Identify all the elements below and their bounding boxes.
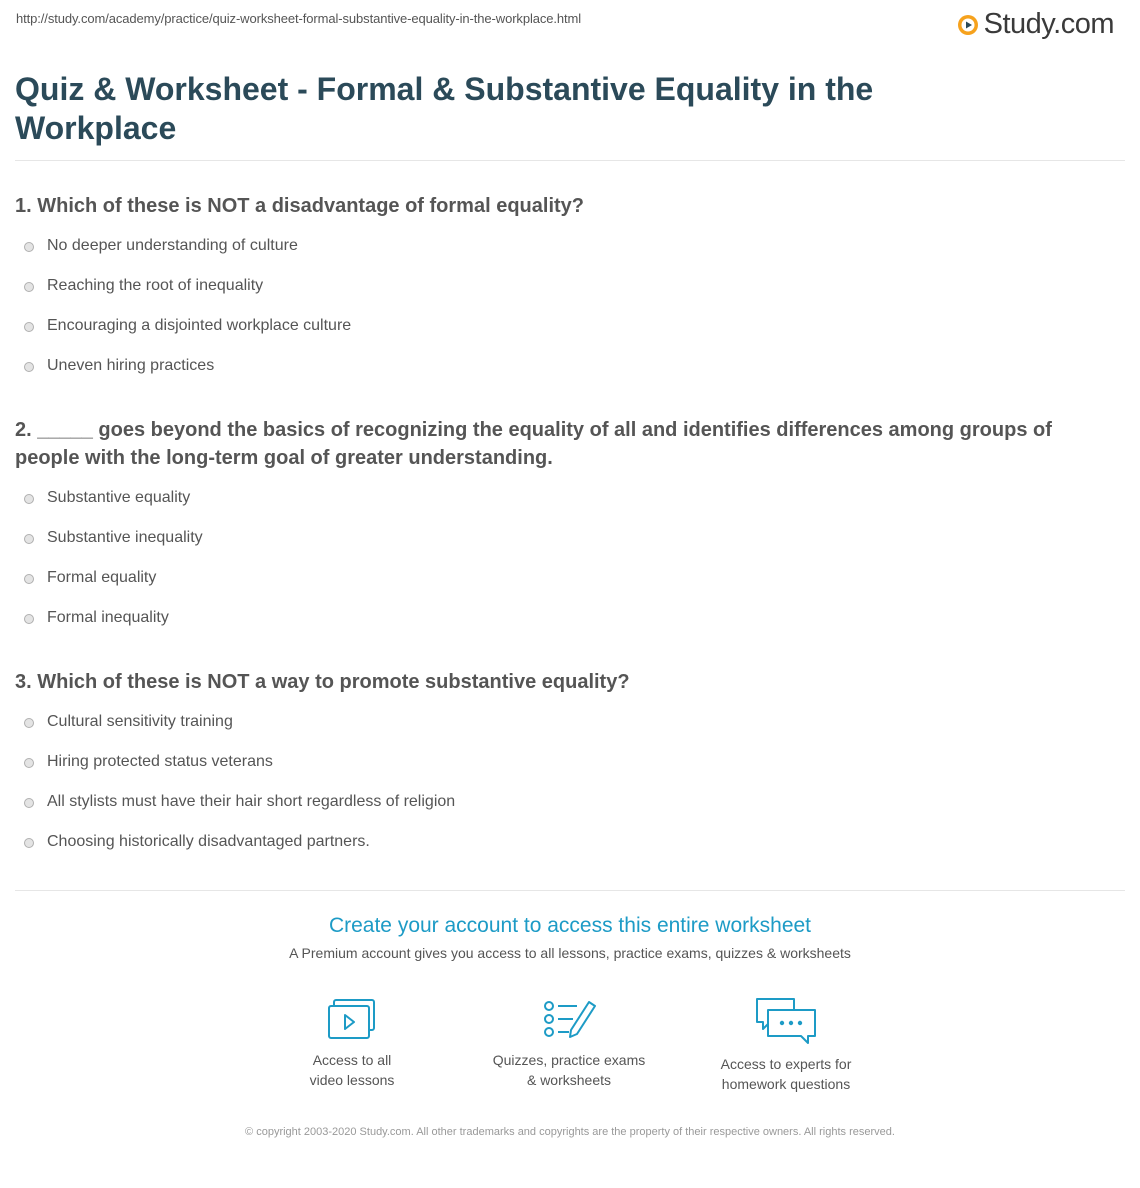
logo-text: Study.com [983, 8, 1114, 40]
question-3-option-4[interactable] [24, 833, 370, 851]
copyright-footer: © copyright 2003-2020 Study.com. All other trademarks and copyrights are the property of their respective owners. All rights reserved. [245, 1126, 895, 1138]
quiz-checklist-icon [541, 996, 597, 1042]
option-label: Reaching the root of inequality [47, 277, 264, 294]
study-logo[interactable] [957, 8, 1114, 41]
radio-button[interactable] [24, 322, 34, 332]
radio-button[interactable] [24, 282, 34, 292]
option-label: No deeper understanding of culture [47, 237, 298, 254]
radio-button[interactable] [24, 718, 34, 728]
option-label: All stylists must have their hair short regardless of religion [47, 793, 456, 810]
question-2-option-1[interactable] [24, 489, 190, 507]
option-label: Substantive equality [47, 489, 191, 506]
question-2-option-3[interactable] [24, 569, 156, 587]
option-label: Hiring protected status veterans [47, 753, 273, 770]
radio-button[interactable] [24, 534, 34, 544]
radio-button[interactable] [24, 614, 34, 624]
question-2-option-2[interactable] [24, 529, 203, 547]
option-label: Uneven hiring practices [47, 357, 215, 374]
radio-button[interactable] [24, 494, 34, 504]
feature-video-lessons [252, 996, 452, 1090]
question-2-option-4[interactable] [24, 609, 169, 627]
cta-divider [15, 890, 1125, 891]
question-2: 2. _____ goes beyond the basics of recognizing the equality of all and identifies differences among groups of people with the long-term goal of greater understanding. [15, 419, 1052, 469]
feature-label: Access to experts for homework questions [720, 1056, 852, 1092]
radio-button[interactable] [24, 362, 34, 372]
question-3-option-1[interactable] [24, 713, 233, 731]
question-3-option-3[interactable] [24, 793, 455, 811]
option-label: Substantive inequality [47, 529, 203, 546]
video-lessons-icon [326, 996, 378, 1042]
question-1-option-4[interactable] [24, 357, 214, 375]
feature-label: Quizzes, practice exams & worksheets [492, 1052, 646, 1088]
radio-button[interactable] [24, 758, 34, 768]
create-account-link[interactable]: Create your account to access this entire worksheet [328, 914, 812, 937]
option-label: Cultural sensitivity training [47, 713, 233, 730]
radio-button[interactable] [24, 574, 34, 584]
option-label: Formal inequality [47, 609, 169, 626]
play-circle-icon [957, 14, 979, 36]
question-3-option-2[interactable] [24, 753, 273, 771]
radio-button[interactable] [24, 242, 34, 252]
option-label: Encouraging a disjointed workplace culture [47, 317, 352, 334]
page-title: Quiz & Worksheet - Formal & Substantive Equality in the Workplace [15, 71, 874, 146]
question-1-option-2[interactable] [24, 277, 263, 295]
feature-experts [686, 996, 886, 1094]
question-1-option-1[interactable] [24, 237, 298, 255]
title-divider [15, 160, 1125, 161]
cta-subtitle: A Premium account gives you access to all lessons, practice exams, quizzes & worksheets [289, 945, 851, 961]
question-1-option-3[interactable] [24, 317, 351, 335]
chat-bubbles-icon [754, 996, 818, 1046]
option-label: Formal equality [47, 569, 157, 586]
feature-label: Access to all video lessons [309, 1052, 395, 1088]
radio-button[interactable] [24, 798, 34, 808]
feature-quizzes [469, 996, 669, 1090]
radio-button[interactable] [24, 838, 34, 848]
option-label: Choosing historically disadvantaged partners. [47, 833, 370, 850]
question-3: 3. Which of these is NOT a way to promote substantive equality? [15, 671, 630, 693]
page-url: http://study.com/academy/practice/quiz-worksheet-formal-substantive-equality-in-the-workplace.html [16, 11, 582, 26]
question-1: 1. Which of these is NOT a disadvantage of formal equality? [15, 195, 584, 217]
